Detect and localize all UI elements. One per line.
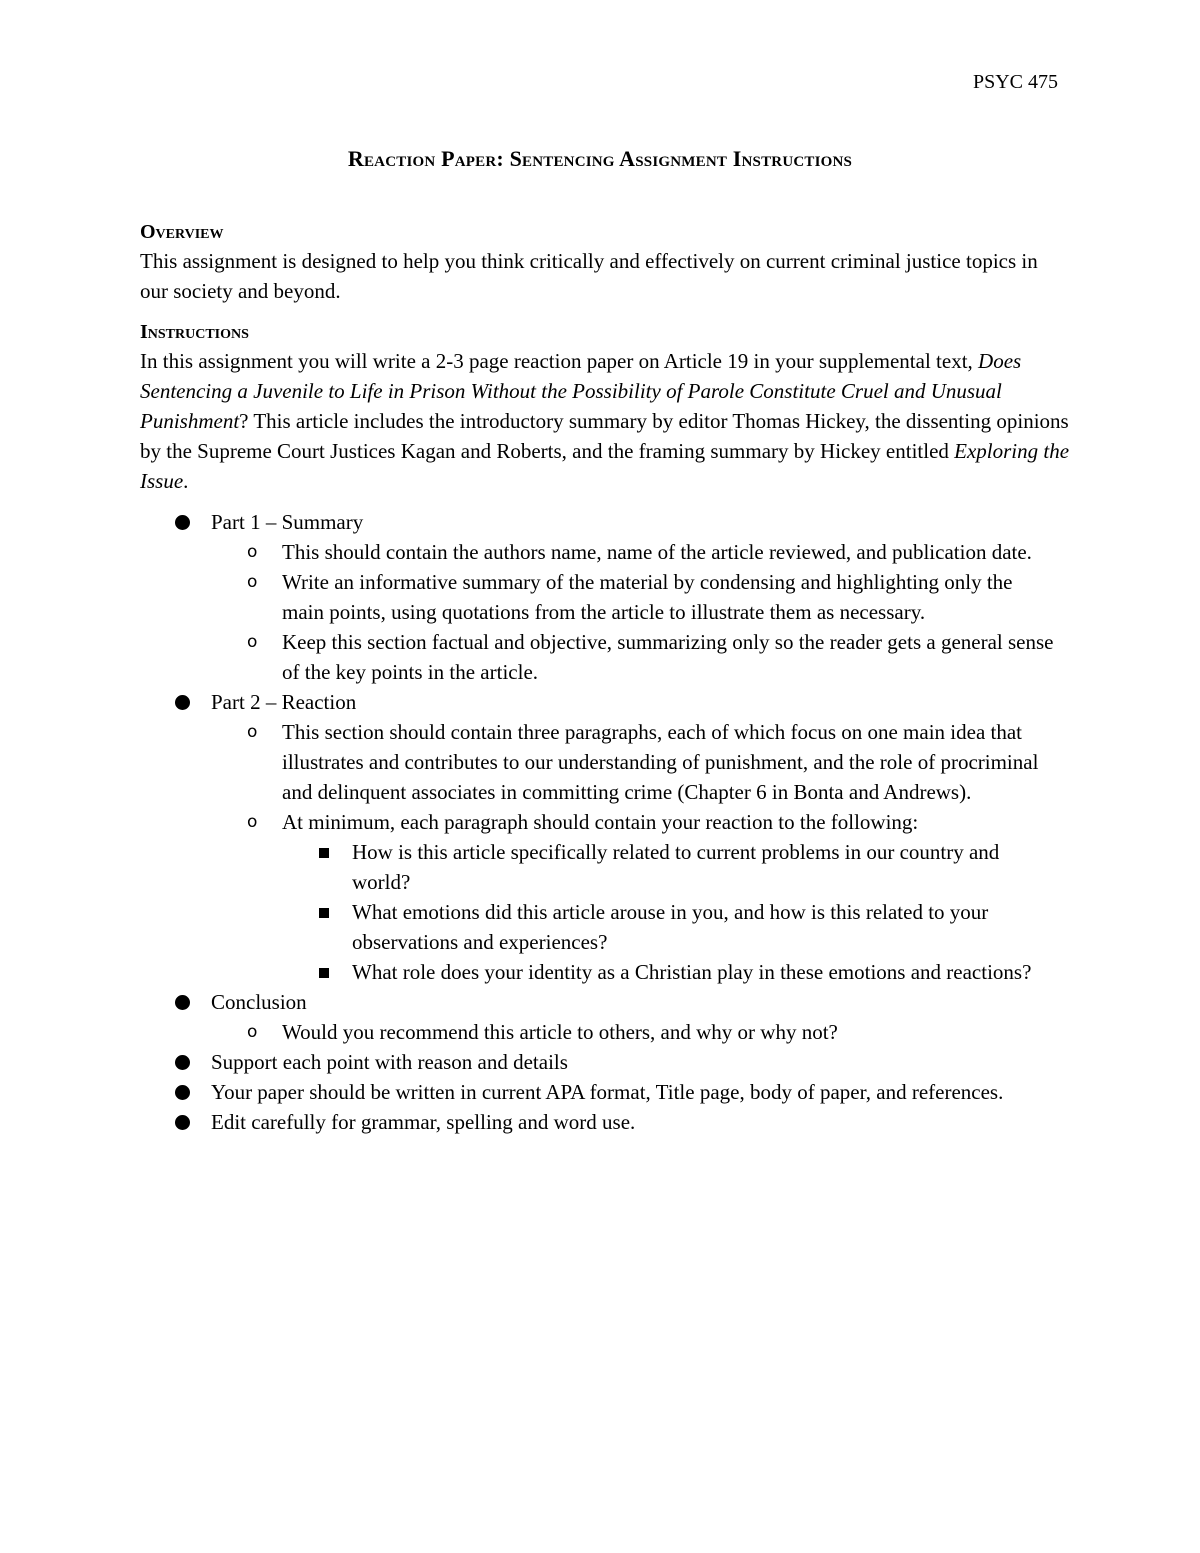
course-code: PSYC 475 — [972, 71, 1058, 93]
circle-bullet-icon: o — [247, 812, 258, 832]
outline-item-apa-format — [175, 1077, 1055, 1107]
disc-bullet-icon — [175, 1085, 190, 1100]
list-item-text: This section should contain three paragraphs, each of which focus on one main idea that illustrates and contributes to our understanding of punishment, and the role of procriminal and delinquent associates in committing crime (Chapter 6 in Bonta and Andrews). — [282, 720, 1039, 804]
circle-bullet-icon: o — [247, 722, 258, 742]
instructions-section — [140, 318, 1070, 496]
list-item — [247, 537, 1055, 567]
list-item-text: This should contain the authors name, name of the article reviewed, and publication date. — [282, 540, 1032, 564]
instructions-text-part1: In this assignment you will write a 2-3 page reaction paper on Article 19 in your supplemental text, — [140, 349, 979, 373]
outline-item-edit — [175, 1107, 1055, 1137]
instructions-text — [140, 346, 1070, 496]
outline-item-label: Part 2 – Reaction — [211, 690, 357, 714]
list-item-text: How is this article specifically related to current problems in our country and world? — [352, 840, 1000, 894]
list-item-text: Would you recommend this article to others, and why or why not? — [282, 1020, 838, 1044]
list-item — [319, 837, 1055, 897]
disc-bullet-icon — [175, 995, 190, 1010]
list-item — [319, 897, 1055, 957]
document-title: Reaction Paper: Sentencing Assignment Instructions — [347, 146, 853, 171]
conclusion-sublist — [247, 1017, 1055, 1047]
circle-bullet-icon: o — [247, 572, 258, 592]
list-item-text: Write an informative summary of the material by condensing and highlighting only the main points, using quotations from the article to illustrate them as necessary. — [282, 570, 1013, 624]
outline-item-label: Part 1 – Summary — [211, 510, 364, 534]
assignment-outline — [175, 507, 1055, 1137]
disc-bullet-icon — [175, 515, 190, 530]
list-item-text: Keep this section factual and objective, summarizing only so the reader gets a general sense of the key points in the article. — [282, 630, 1054, 684]
outline-item-label: Your paper should be written in current APA format, Title page, body of paper, and references. — [211, 1080, 1004, 1104]
disc-bullet-icon — [175, 1055, 190, 1070]
part2-sublist — [247, 717, 1055, 987]
square-bullet-icon — [319, 848, 329, 858]
disc-bullet-icon — [175, 695, 190, 710]
list-item — [247, 567, 1055, 627]
instructions-text-part2: ? This article includes the introductory summary by editor Thomas Hickey, the dissenting opinions by the Supreme Court Justices Kagan and Roberts, and the framing summary by Hickey entitled — [140, 409, 1069, 463]
outline-item-part2 — [175, 687, 1055, 987]
square-bullet-icon — [319, 908, 329, 918]
circle-bullet-icon: o — [247, 632, 258, 652]
outline-item-label: Edit carefully for grammar, spelling and word use. — [211, 1110, 636, 1134]
list-item — [247, 627, 1055, 687]
list-item — [247, 717, 1055, 807]
overview-heading: Overview — [140, 221, 224, 243]
outline-item-label: Conclusion — [211, 990, 307, 1014]
overview-section — [140, 218, 1070, 306]
outline-item-part1 — [175, 507, 1055, 687]
reaction-questions-list — [319, 837, 1055, 987]
exploring-issue-title: Exploring the Issue — [140, 439, 1070, 493]
outline-item-label: Support each point with reason and details — [211, 1050, 568, 1074]
list-item-text: What emotions did this article arouse in you, and how is this related to your observations and experiences? — [352, 900, 989, 954]
instructions-heading: Instructions — [140, 321, 249, 343]
part1-sublist — [247, 537, 1055, 687]
outline-item-support — [175, 1047, 1055, 1077]
outline-item-conclusion — [175, 987, 1055, 1047]
article-title: Does Sentencing a Juvenile to Life in Prison Without the Possibility of Parole Constitute Cruel and Unusual Punishment — [140, 349, 1022, 433]
list-item-text: At minimum, each paragraph should contain your reaction to the following: — [282, 810, 919, 834]
overview-text: This assignment is designed to help you think critically and effectively on current criminal justice topics in our society and beyond. — [140, 249, 1038, 303]
square-bullet-icon — [319, 968, 329, 978]
list-item — [247, 1017, 1055, 1047]
list-item-text: What role does your identity as a Christian play in these emotions and reactions? — [352, 960, 1032, 984]
circle-bullet-icon: o — [247, 1022, 258, 1042]
list-item — [247, 807, 1055, 987]
circle-bullet-icon: o — [247, 542, 258, 562]
instructions-text-part3: . — [183, 469, 189, 493]
list-item — [319, 957, 1055, 987]
disc-bullet-icon — [175, 1115, 190, 1130]
